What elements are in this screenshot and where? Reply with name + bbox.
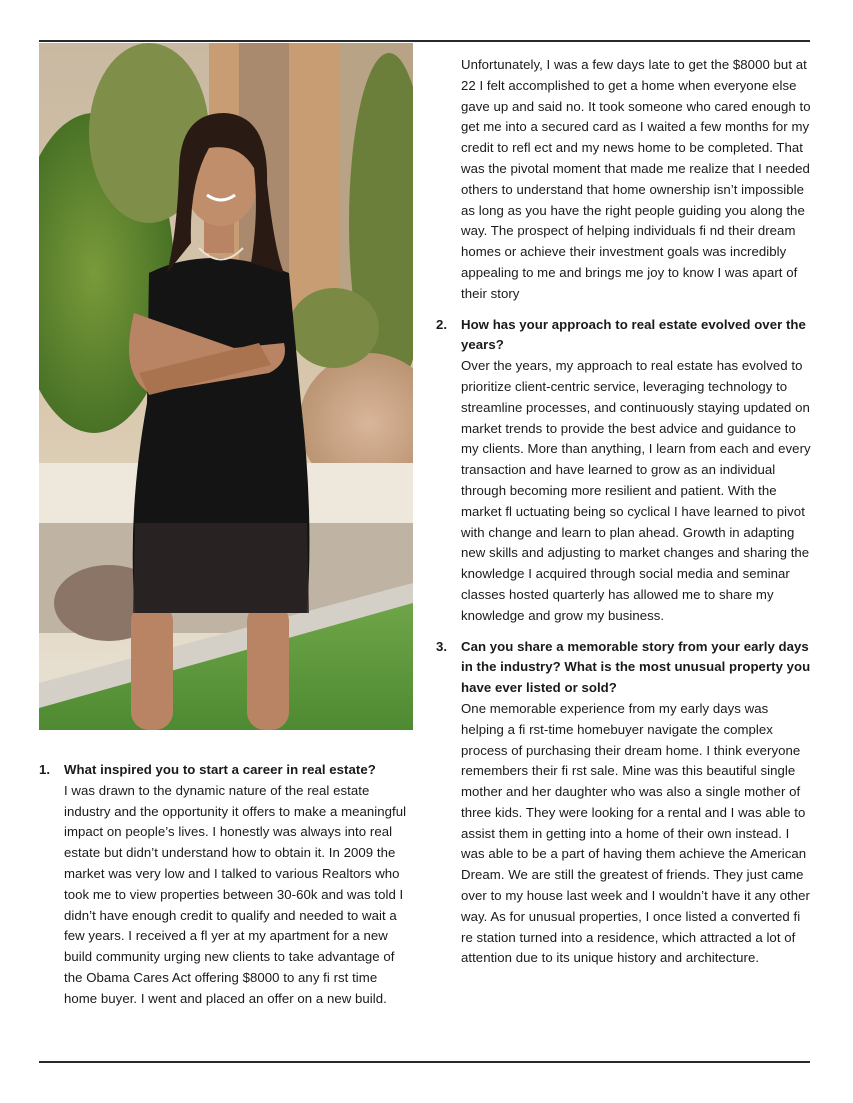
question-number: 1. <box>39 762 51 777</box>
question-3 <box>436 637 814 970</box>
right-column <box>436 55 814 969</box>
question-title: How has your approach to real estate evolved over the years? <box>461 316 806 353</box>
left-column <box>39 760 413 1010</box>
question-number: 3. <box>436 638 448 654</box>
question-title: What inspired you to start a career in real estate? <box>64 762 376 777</box>
bottom-divider <box>39 1061 810 1063</box>
intro-paragraph: Unfortunately, I was a few days late to get the $8000 but at 22 I felt accomplished to get a home when everyone else gave up and said no. It took someone who cared enough to get me into a secured card as I waited a few months for my credit to refl ect and my news home to be completed. That was the pivotal moment that made me realize that I needed others to understand that home ownership isn’t impossible as long as you have the right people guiding you along the way. The prospect of helping individuals fi nd their dream homes or achieve their investment goals was incredibly appealing to me and brings me joy to know I was apart of their story <box>461 57 811 301</box>
question-number: 2. <box>436 316 448 332</box>
top-divider <box>39 40 810 42</box>
question-answer: One memorable experience from my early days was helping a fi rst-time homebuyer navigate the complex process of purchasing their dream home. I think everyone remembers their fi rst sale. Mine was this beautiful single mother and her daughter who was also a single mother of three kids. They were looking for a rental and I was able to assist them in getting into a home of their own instead. I was able to be a part of having them achieve the American Dream. We are still the greatest of friends. They just came over to my house last week and I wouldn’t have it any other way. As for unusual properties, I once listed a converted fi re station turned into a residence, which attracted a lot of attention due to its unique history and architecture. <box>461 700 810 966</box>
question-title: Can you share a memorable story from your early days in the industry? What is the most unusual property you have ever listed or sold? <box>461 638 811 696</box>
question-answer: I was drawn to the dynamic nature of the real estate industry and the opportunity it offers to make a meaningful impact on people’s lives. I honestly was always into real estate but didn’t understand how to obtain it. In 2009 the market was very low and I talked to various Realtors who took me to view properties between 30-60k and was told I didn’t have enough credit to qualify and needed to wait a few years. I received a fl yer at my apartment for a new build community urging new clients to take advantage of the Obama Cares Act offering $8000 to any fi rst time home buyer. I went and placed an offer on a new build. <box>64 782 407 1006</box>
portrait-photo <box>39 43 413 730</box>
question-2 <box>436 315 814 627</box>
question-answer: Over the years, my approach to real estate has evolved to prioritize client-centric service, leveraging technology to streamline processes, and continuously staying updated on market trends to provide the best advice and guidance to my clients. More than anything, I learn from each and every transaction and have learned to grow as an individual through becoming more resilient and patient. With the market fl uctuating being so cyclical I have learned to pivot with change and learn to plan ahead. Growth in adapting new skills and adjusting to market changes and sharing the knowledge I acquired through social media and seminar classes hosted quarterly has allowed me to share my knowledge and grow my business. <box>461 358 811 623</box>
question-1 <box>39 760 413 1010</box>
